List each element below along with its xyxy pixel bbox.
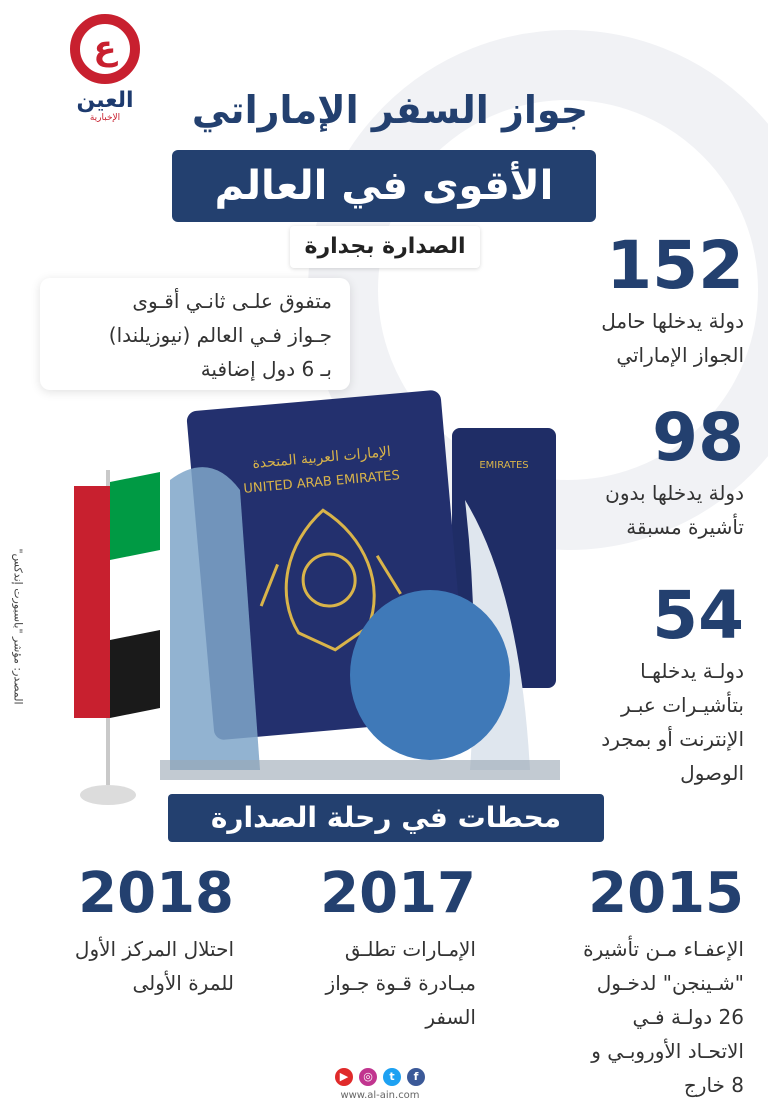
milestone-text [14,932,234,1000]
milestone-line: للمرة الأولى [132,971,234,995]
milestone-year: 2017 [320,861,476,926]
milestone-year: 2018 [78,861,234,926]
logo-subtitle: الإخبارية [89,113,121,123]
source-note [4,548,28,712]
logo-ring-icon [70,14,140,84]
stat-line: بتأشيـرات عبـر [621,693,744,717]
instagram-icon[interactable]: ◎ [359,1068,377,1086]
milestone-line: 8 خارج [683,1073,744,1097]
milestone-text [504,932,744,1102]
comparison-note [40,278,350,390]
milestone-line: مبـادرة قـوة جـواز [325,971,476,995]
milestone-2015 [504,861,744,1102]
al-ain-logo[interactable] [60,14,150,123]
milestone-line: احتلال المركز الأول [74,937,234,961]
note-line: جـواز فـي العالم (نيوزيلندا) [108,323,332,347]
stat-countries-total [524,227,744,372]
stat-number: 98 [652,399,744,476]
twitter-icon[interactable]: t [383,1068,401,1086]
stat-number: 54 [652,577,744,654]
stat-description [524,304,744,372]
source-text: المصدر: مؤشر "باسبورت إندكس" [11,548,25,705]
subtitle-badge: الصدارة بجدارة [290,226,480,268]
svg-text:EMIRATES: EMIRATES [479,460,529,471]
note-line: متفوق علـى ثانـي أقـوى [132,289,332,313]
milestone-line: الإعفـاء مـن تأشيرة [583,937,744,961]
logo-name: العين [76,88,134,113]
milestone-2018 [14,861,234,1000]
stat-line: الوصول [680,761,744,785]
stat-line: الجواز الإماراتي [616,343,744,367]
facebook-icon[interactable]: f [407,1068,425,1086]
milestone-line: الإمـارات تطلـق [344,937,476,961]
passport-arabic-text: الإمارات العربية المتحدة [251,443,392,473]
milestone-line: الاتحـاد الأوروبـي و [591,1039,744,1063]
milestone-year: 2015 [588,861,744,926]
social-links [330,1068,430,1088]
logo-glyph: ع [93,28,117,68]
milestones-banner: محطات في رحلة الصدارة [168,794,604,842]
page-title: جواز السفر الإماراتي [191,88,589,132]
milestone-2017 [276,861,476,1034]
stat-line: دولة يدخلها حامل [601,309,744,333]
milestone-text [276,932,476,1034]
aldar-headquarters-building [350,590,510,760]
stat-line: دولة يدخلها بدون [605,481,744,505]
stat-line: الإنترنت أو بمجرد [601,727,744,751]
stat-number: 152 [606,227,744,304]
passport-illustration [60,390,560,810]
passport-english-text: UNITED ARAB EMIRATES [242,468,401,497]
milestone-line: السفر [425,1005,476,1029]
youtube-icon[interactable]: ▶ [335,1068,353,1086]
milestone-line: 26 دولـة فـي [632,1005,744,1029]
stat-line: دولـة يدخلهـا [640,659,744,683]
website-url[interactable]: www.al-ain.com [340,1090,420,1101]
milestone-line: "شـينجن" لدخـول [596,971,744,995]
note-line: بـ 6 دول إضافية [200,357,332,381]
title-banner: الأقوى في العالم [172,150,596,222]
uae-flag-icon [74,470,160,805]
stat-line: تأشيرة مسبقة [626,515,744,539]
